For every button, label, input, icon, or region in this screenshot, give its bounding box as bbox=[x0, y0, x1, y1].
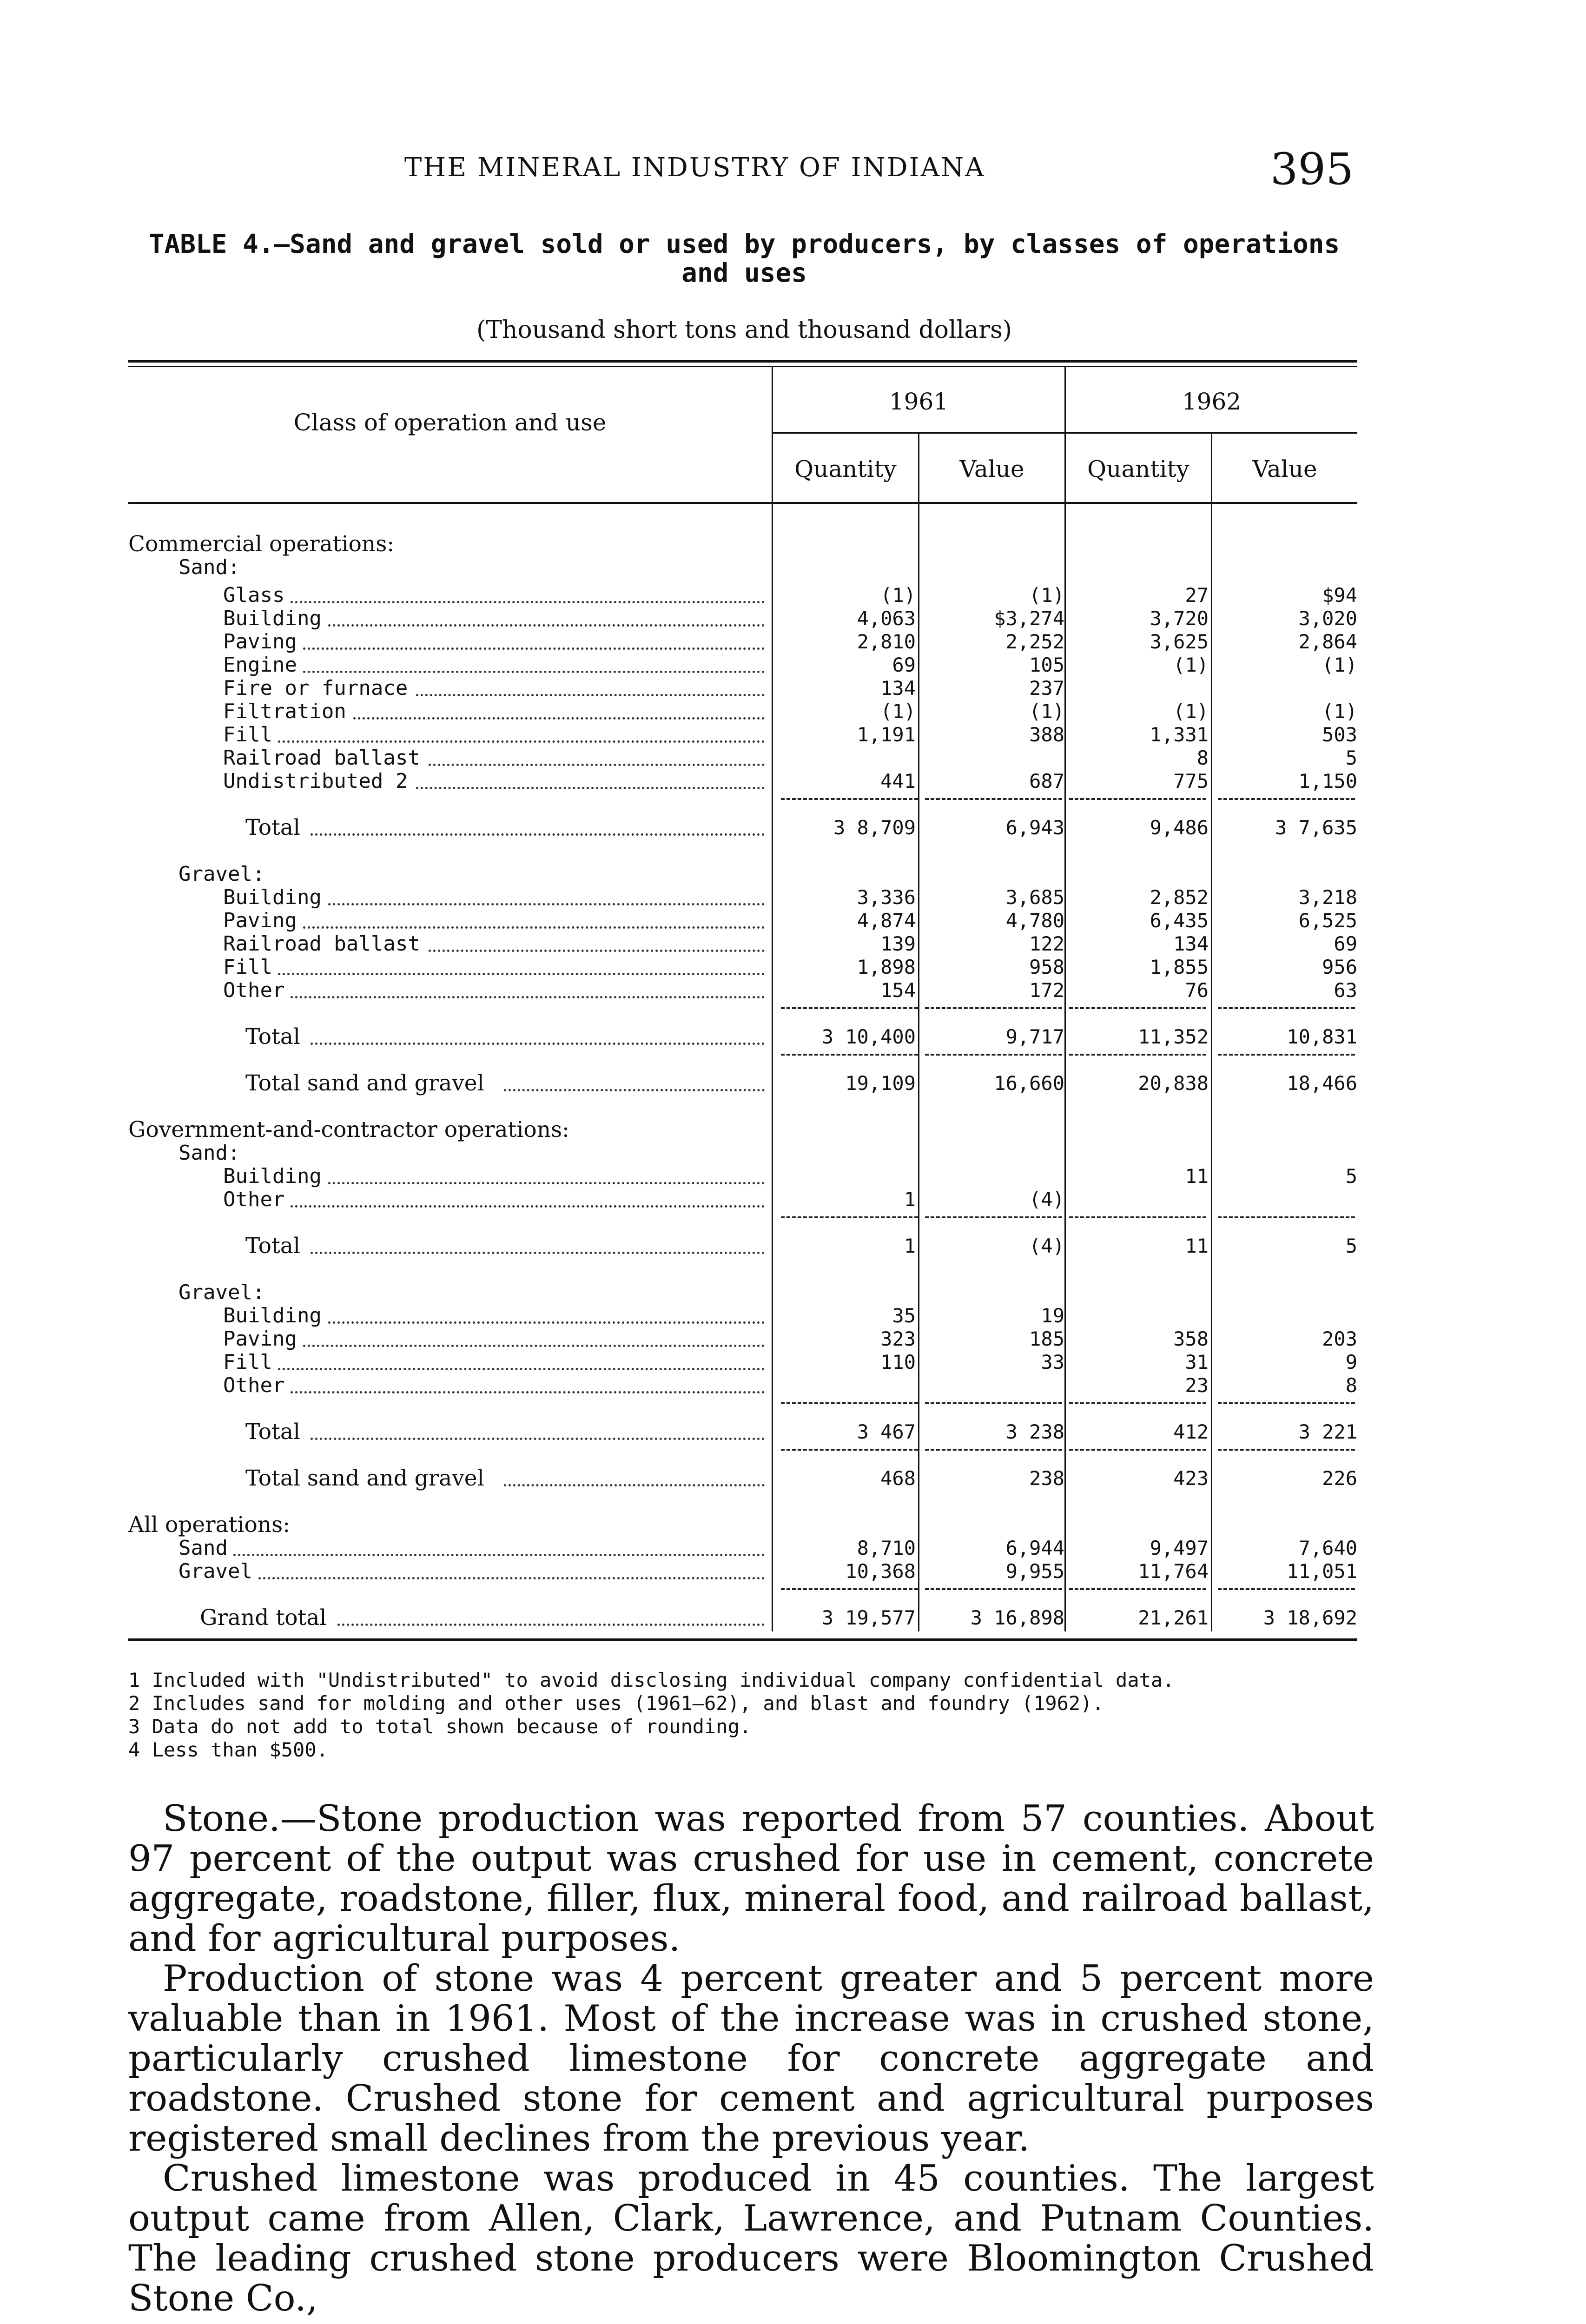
paragraph-1: —Stone production was reported from 57 counties. About 97 percent of the output was crushed for use in cement, concrete aggregate, roadstone, filler, flux, mineral food, and railroad ballast, and for agricultural purposes. bbox=[128, 1798, 1374, 1960]
footnote-2: 2 Includes sand for molding and other uses (1961–62), and blast and foundry (1962). bbox=[128, 1692, 1104, 1715]
subtotal-rule bbox=[1069, 1054, 1206, 1056]
table-cell: 1 bbox=[904, 1188, 916, 1211]
leader-dots bbox=[311, 1043, 765, 1045]
table-cell: 19 bbox=[1041, 1304, 1064, 1327]
table-cell: 76 bbox=[1185, 979, 1209, 1002]
subtotal-rule bbox=[781, 1054, 918, 1056]
subtotal-rule bbox=[1218, 1054, 1355, 1056]
table-cell: 3 19,577 bbox=[821, 1606, 916, 1629]
paragraph-3: Crushed limestone was produced in 45 counties. The largest output came from Allen, Clark, Lawrence, and Putnam Counties. The leading crushed stone producers were Bloomington Crushed Stone Co., bbox=[128, 2158, 1374, 2319]
table-cell: 3,336 bbox=[857, 886, 916, 909]
table-cell: 105 bbox=[1029, 654, 1064, 676]
table-cell bbox=[1218, 555, 1357, 580]
table-cell bbox=[1069, 1141, 1209, 1165]
leader-dots bbox=[303, 1345, 765, 1347]
table-cell bbox=[781, 532, 916, 556]
table-cell: 185 bbox=[1029, 1327, 1064, 1350]
table-cell bbox=[781, 1513, 916, 1537]
table-cell bbox=[781, 1373, 916, 1398]
leader-dots bbox=[291, 601, 765, 603]
table-cell: 468 bbox=[880, 1467, 916, 1490]
table-cell bbox=[781, 555, 916, 580]
table-cell: 5 bbox=[1345, 746, 1357, 769]
row-label: Total sand and gravel bbox=[245, 1466, 484, 1491]
leader-dots bbox=[278, 740, 765, 743]
table-cell: 3 8,709 bbox=[833, 816, 916, 839]
table-cell: 1,150 bbox=[1298, 770, 1357, 792]
running-head bbox=[0, 144, 1586, 195]
leader-dots bbox=[278, 1368, 765, 1370]
subtotal-rule bbox=[1218, 1402, 1355, 1404]
table-cell: 3 238 bbox=[1005, 1420, 1064, 1443]
table-cell: 412 bbox=[1173, 1420, 1209, 1443]
table-cell: 226 bbox=[1322, 1467, 1357, 1490]
row-label: Gravel: bbox=[178, 1281, 265, 1304]
row-label: Railroad ballast bbox=[223, 932, 420, 956]
row-label: Other bbox=[223, 1188, 285, 1211]
table-cell bbox=[1069, 532, 1209, 556]
footnote-1: 1 Included with "Undistributed" to avoid disclosing individual company confidential data. bbox=[128, 1669, 1175, 1691]
table-cell: 2,252 bbox=[1005, 630, 1064, 653]
row-label: Total bbox=[245, 1420, 300, 1444]
table-cell bbox=[1218, 1304, 1357, 1328]
table-cell: 3 467 bbox=[857, 1420, 916, 1443]
row-label: Fire or furnace bbox=[223, 676, 408, 700]
col-header-quantity-1962: Quantity bbox=[1087, 456, 1190, 482]
table-cell: 5 bbox=[1345, 1235, 1357, 1257]
table-cell: 8,710 bbox=[857, 1537, 916, 1559]
table-cell: 3,020 bbox=[1298, 607, 1357, 630]
row-label: Paving bbox=[223, 909, 297, 932]
col-header-year-1962: 1962 bbox=[1182, 388, 1242, 415]
table-cell bbox=[781, 1281, 916, 1305]
table-cell bbox=[925, 1164, 1064, 1188]
table-cell: 503 bbox=[1322, 723, 1357, 746]
subtotal-rule bbox=[781, 1007, 918, 1009]
row-label: Fill bbox=[223, 1350, 272, 1374]
leader-dots bbox=[291, 1391, 765, 1393]
row-label: Paving bbox=[223, 1327, 297, 1351]
table-cell: (1) bbox=[1322, 700, 1357, 723]
row-label: Total bbox=[245, 816, 300, 840]
table-cell bbox=[1069, 862, 1209, 886]
subtotal-rule bbox=[1069, 1449, 1206, 1451]
table-cell bbox=[1218, 1188, 1357, 1212]
table-cell: 69 bbox=[892, 654, 916, 676]
table-cell: 4,780 bbox=[1005, 909, 1064, 932]
table-cell: (1) bbox=[1173, 654, 1209, 676]
table-cell: 9,717 bbox=[1005, 1025, 1064, 1048]
row-label: Filtration bbox=[223, 700, 346, 723]
table-cell: 18,466 bbox=[1287, 1072, 1357, 1095]
table-cell: 11,352 bbox=[1138, 1025, 1209, 1048]
leader-dots bbox=[429, 764, 765, 766]
table-cell: 3 7,635 bbox=[1275, 816, 1357, 839]
row-label: Sand: bbox=[178, 1141, 240, 1165]
table-cell: 9,497 bbox=[1150, 1537, 1209, 1559]
leader-dots bbox=[416, 787, 765, 789]
leader-dots bbox=[429, 950, 765, 952]
table-cell: 10,831 bbox=[1287, 1025, 1357, 1048]
subtotal-rule bbox=[925, 1402, 1062, 1404]
row-label: Gravel: bbox=[178, 862, 265, 886]
table-cell bbox=[1218, 1513, 1357, 1537]
row-label: Railroad ballast bbox=[223, 746, 420, 770]
table-cell bbox=[1069, 1513, 1209, 1537]
table-subtitle: (Thousand short tons and thousand dollars) bbox=[476, 316, 1012, 344]
row-label: Gravel bbox=[178, 1559, 252, 1583]
leader-dots bbox=[504, 1089, 765, 1091]
table-cell: 4,063 bbox=[857, 607, 916, 630]
table-cell: 423 bbox=[1173, 1467, 1209, 1490]
row-label: Sand bbox=[178, 1536, 228, 1560]
subtotal-rule bbox=[925, 1216, 1062, 1218]
row-label: All operations: bbox=[128, 1513, 291, 1537]
row-label: Sand: bbox=[178, 555, 240, 579]
leader-dots bbox=[278, 973, 765, 975]
table-cell: 9,955 bbox=[1005, 1560, 1064, 1583]
col-rule-2 bbox=[918, 432, 919, 1631]
table-top-rule bbox=[128, 360, 1357, 363]
row-label: Paving bbox=[223, 630, 297, 654]
table-cell bbox=[1069, 1281, 1209, 1305]
col-rule-3 bbox=[1064, 367, 1066, 1631]
table-cell: 238 bbox=[1029, 1467, 1064, 1490]
table-cell: 3,625 bbox=[1150, 630, 1209, 653]
table-cell bbox=[925, 1373, 1064, 1398]
subtotal-rule bbox=[1069, 798, 1206, 800]
table-cell: $3,274 bbox=[994, 607, 1064, 630]
leader-dots bbox=[416, 694, 765, 696]
leader-dots bbox=[291, 1205, 765, 1208]
subtotal-rule bbox=[925, 1054, 1062, 1056]
table-cell: 6,525 bbox=[1298, 909, 1357, 932]
leader-dots bbox=[328, 624, 765, 627]
table-cell bbox=[1218, 532, 1357, 556]
paragraph-stone bbox=[128, 1799, 1374, 1959]
table-cell bbox=[925, 555, 1064, 580]
table-cell bbox=[1218, 1141, 1357, 1165]
row-label: Building bbox=[223, 1304, 322, 1327]
row-label: Total bbox=[245, 1234, 300, 1258]
leader-dots bbox=[328, 1182, 765, 1184]
leader-dots bbox=[303, 926, 765, 929]
table-cell bbox=[1069, 1118, 1209, 1142]
table-cell: 3,218 bbox=[1298, 886, 1357, 909]
table-cell: 122 bbox=[1029, 932, 1064, 955]
col-header-value-1961: Value bbox=[959, 456, 1024, 482]
table-cell bbox=[1069, 1304, 1209, 1328]
subtotal-rule bbox=[1069, 1007, 1206, 1009]
table-cell: 1,331 bbox=[1150, 723, 1209, 746]
table-cell: 7,640 bbox=[1298, 1537, 1357, 1559]
leader-dots bbox=[311, 1252, 765, 1254]
stone-heading: Stone. bbox=[163, 1798, 280, 1840]
table-bottom-rule bbox=[128, 1638, 1357, 1641]
table-cell: 69 bbox=[1334, 932, 1357, 955]
table-cell: 172 bbox=[1029, 979, 1064, 1002]
table-cell bbox=[925, 746, 1064, 770]
subtotal-rule bbox=[781, 1216, 918, 1218]
subtotal-rule bbox=[1218, 1449, 1355, 1451]
body-text bbox=[128, 1799, 1374, 2318]
running-title: THE MINERAL INDUSTRY OF INDIANA bbox=[404, 152, 985, 183]
table-cell: 958 bbox=[1029, 956, 1064, 978]
table-cell: 6,435 bbox=[1150, 909, 1209, 932]
table-top-rule-thin bbox=[128, 366, 1357, 367]
table-cell: 775 bbox=[1173, 770, 1209, 792]
subtotal-rule bbox=[1218, 1007, 1355, 1009]
subtotal-rule bbox=[781, 1588, 918, 1590]
table-cell bbox=[925, 862, 1064, 886]
row-label: Total sand and gravel bbox=[245, 1071, 484, 1096]
table-cell: 154 bbox=[880, 979, 916, 1002]
table-cell: 35 bbox=[892, 1304, 916, 1327]
table-cell: 8 bbox=[1196, 746, 1209, 769]
subtotal-rule bbox=[1218, 1216, 1355, 1218]
col-header-year-1961: 1961 bbox=[889, 388, 949, 415]
leader-dots bbox=[504, 1484, 765, 1486]
table-cell: 11,051 bbox=[1287, 1560, 1357, 1583]
row-label: Other bbox=[223, 1373, 285, 1397]
table-cell bbox=[1069, 555, 1209, 580]
table-cell: 134 bbox=[1173, 932, 1209, 955]
table-cell: 1,855 bbox=[1150, 956, 1209, 978]
table-cell: 1 bbox=[904, 1235, 916, 1257]
leader-dots bbox=[291, 996, 765, 998]
table-cell: 16,660 bbox=[994, 1072, 1064, 1095]
table-cell: 203 bbox=[1322, 1327, 1357, 1350]
subtotal-rule bbox=[925, 798, 1062, 800]
leader-dots bbox=[303, 671, 765, 673]
subtotal-rule bbox=[925, 1588, 1062, 1590]
table-cell: 11,764 bbox=[1138, 1560, 1209, 1583]
table-cell: 5 bbox=[1345, 1165, 1357, 1188]
row-label: Government-and-contractor operations: bbox=[128, 1118, 569, 1142]
table-cell: 63 bbox=[1334, 979, 1357, 1002]
leader-dots bbox=[311, 1438, 765, 1440]
table-cell bbox=[1069, 1188, 1209, 1212]
table-cell: 33 bbox=[1041, 1351, 1064, 1373]
leader-dots bbox=[311, 833, 765, 836]
table-cell: 323 bbox=[880, 1327, 916, 1350]
table-cell: (1) bbox=[880, 584, 916, 607]
row-label: Commercial operations: bbox=[128, 532, 395, 556]
table-cell: 10,368 bbox=[845, 1560, 916, 1583]
table-cell: 3,720 bbox=[1150, 607, 1209, 630]
table-cell: 687 bbox=[1029, 770, 1064, 792]
leader-dots bbox=[328, 903, 765, 905]
row-label: Glass bbox=[223, 583, 285, 607]
table-cell: 4,874 bbox=[857, 909, 916, 932]
col-rule-1 bbox=[772, 367, 773, 1631]
table-cell: (1) bbox=[1322, 654, 1357, 676]
table-cell bbox=[1218, 676, 1357, 700]
subtotal-rule bbox=[1218, 1588, 1355, 1590]
row-label: Grand total bbox=[200, 1606, 327, 1630]
row-label: Total bbox=[245, 1025, 300, 1049]
table-cell: 110 bbox=[880, 1351, 916, 1373]
page-number: 395 bbox=[1270, 144, 1354, 195]
table-cell: 3 18,692 bbox=[1263, 1606, 1357, 1629]
table-cell: 6,943 bbox=[1005, 816, 1064, 839]
row-label: Engine bbox=[223, 653, 297, 677]
row-label: Other bbox=[223, 978, 285, 1002]
table-cell bbox=[925, 532, 1064, 556]
col-header-value-1962: Value bbox=[1252, 456, 1317, 482]
table-cell: 139 bbox=[880, 932, 916, 955]
footnote-4: 4 Less than $500. bbox=[128, 1738, 328, 1761]
table-cell: 11 bbox=[1185, 1235, 1209, 1257]
subtotal-rule bbox=[925, 1449, 1062, 1451]
table-cell bbox=[781, 1141, 916, 1165]
table-cell: 3 16,898 bbox=[970, 1606, 1064, 1629]
table-cell bbox=[925, 1513, 1064, 1537]
row-label: Fill bbox=[223, 955, 272, 979]
table-cell: (1) bbox=[1029, 700, 1064, 723]
leader-dots bbox=[258, 1577, 765, 1579]
subtotal-rule bbox=[1069, 1402, 1206, 1404]
table-cell: 6,944 bbox=[1005, 1537, 1064, 1559]
table-cell: 237 bbox=[1029, 677, 1064, 700]
col-rule-4 bbox=[1211, 432, 1212, 1631]
table-cell: 441 bbox=[880, 770, 916, 792]
table-cell bbox=[781, 1164, 916, 1188]
table-cell: $94 bbox=[1322, 584, 1357, 607]
leader-dots bbox=[233, 1554, 765, 1556]
table-cell: 19,109 bbox=[845, 1072, 916, 1095]
row-label: Undistributed 2 bbox=[223, 769, 408, 793]
table-cell: (1) bbox=[1173, 700, 1209, 723]
table-cell: 20,838 bbox=[1138, 1072, 1209, 1095]
subtotal-rule bbox=[781, 1449, 918, 1451]
subtotal-rule bbox=[1218, 798, 1355, 800]
table-cell: 2,810 bbox=[857, 630, 916, 653]
leader-dots bbox=[353, 717, 765, 720]
leader-dots bbox=[337, 1624, 765, 1626]
row-label: Building bbox=[223, 607, 322, 630]
table-cell: 1,191 bbox=[857, 723, 916, 746]
footnote-3: 3 Data do not add to total shown because of rounding. bbox=[128, 1715, 752, 1738]
table-cell: 388 bbox=[1029, 723, 1064, 746]
row-label: Fill bbox=[223, 723, 272, 746]
table-title: TABLE 4.—Sand and gravel sold or used by producers, by classes of operations and uses bbox=[148, 229, 1340, 288]
paragraph-2: Production of stone was 4 percent greater and 5 percent more valuable than in 1961. Most of the increase was in crushed stone, particularly crushed limestone for concrete aggregate and roadstone. Crushed stone for cement and agricultural purposes registered small declines from the previous year. bbox=[128, 1958, 1374, 2159]
table-cell bbox=[925, 1141, 1064, 1165]
table-cell bbox=[1069, 676, 1209, 700]
table-cell bbox=[925, 1118, 1064, 1142]
table-cell: 9 bbox=[1345, 1351, 1357, 1373]
table-cell bbox=[781, 1118, 916, 1142]
table-cell: 358 bbox=[1173, 1327, 1209, 1350]
table-cell: 956 bbox=[1322, 956, 1357, 978]
table-cell: 31 bbox=[1185, 1351, 1209, 1373]
subtotal-rule bbox=[925, 1007, 1062, 1009]
row-label: Building bbox=[223, 1164, 322, 1188]
table-cell: 2,864 bbox=[1298, 630, 1357, 653]
table-cell: (1) bbox=[1029, 584, 1064, 607]
table-cell: 3 10,400 bbox=[821, 1025, 916, 1048]
leader-dots bbox=[328, 1321, 765, 1324]
table-cell: 23 bbox=[1185, 1374, 1209, 1397]
table-cell: (4) bbox=[1029, 1188, 1064, 1211]
header-bottom-rule bbox=[128, 502, 1357, 504]
row-label: Building bbox=[223, 885, 322, 909]
table-cell: 21,261 bbox=[1138, 1606, 1209, 1629]
table-cell: 134 bbox=[880, 677, 916, 700]
col-header-quantity-1961: Quantity bbox=[794, 456, 897, 482]
table-cell: 3,685 bbox=[1005, 886, 1064, 909]
table-cell: 3 221 bbox=[1298, 1420, 1357, 1443]
subtotal-rule bbox=[781, 1402, 918, 1404]
table-cell bbox=[1218, 1281, 1357, 1305]
table-cell bbox=[781, 746, 916, 770]
table-cell: 8 bbox=[1345, 1374, 1357, 1397]
table-cell: (1) bbox=[880, 700, 916, 723]
table-cell bbox=[925, 1281, 1064, 1305]
leader-dots bbox=[303, 647, 765, 650]
table-cell: 11 bbox=[1185, 1165, 1209, 1188]
table-cell: (4) bbox=[1029, 1235, 1064, 1257]
table-cell bbox=[1218, 862, 1357, 886]
table-cell: 9,486 bbox=[1150, 816, 1209, 839]
subtotal-rule bbox=[781, 798, 918, 800]
footnotes bbox=[128, 1669, 1383, 1762]
table-cell: 2,852 bbox=[1150, 886, 1209, 909]
table-cell: 1,898 bbox=[857, 956, 916, 978]
subtotal-rule bbox=[1069, 1216, 1206, 1218]
table-cell bbox=[1218, 1118, 1357, 1142]
table-cell: 27 bbox=[1185, 584, 1209, 607]
subtotal-rule bbox=[1069, 1588, 1206, 1590]
table-cell bbox=[781, 862, 916, 886]
col-header-class: Class of operation and use bbox=[293, 409, 607, 436]
